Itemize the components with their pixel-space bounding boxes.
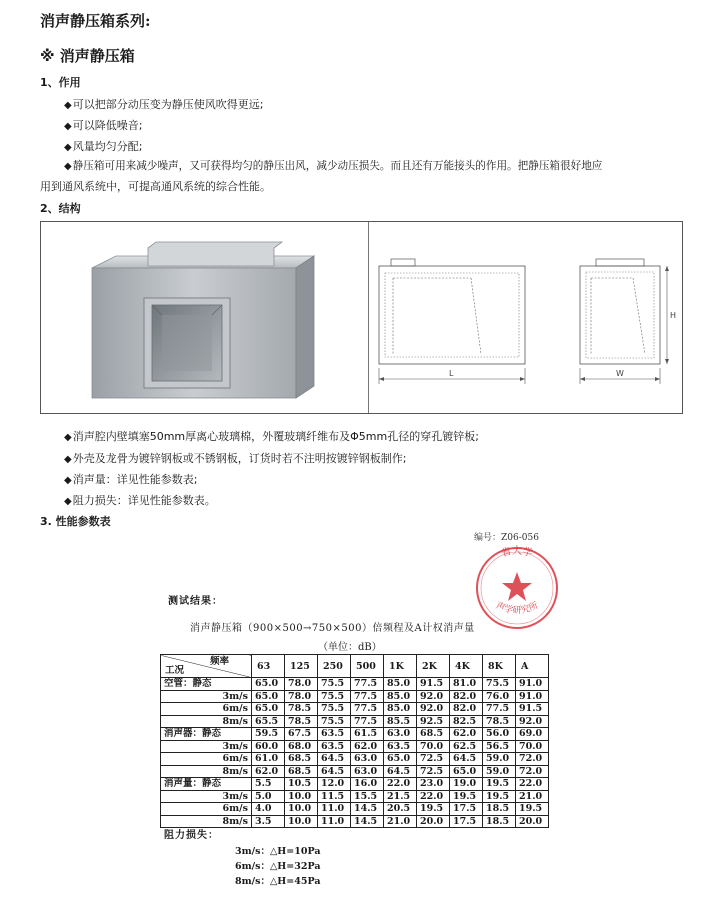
table-cell: 78.5	[285, 715, 318, 728]
table-unit: （单位：dB）	[318, 642, 382, 653]
table-cell: 63.5	[318, 728, 351, 741]
table-cell: 15.5	[351, 790, 384, 803]
table-cell: 61.5	[351, 728, 384, 741]
table-cell: 65.0	[450, 765, 483, 778]
table-cell: 65.0	[252, 703, 285, 716]
bullet-diamond-icon: ◆	[64, 142, 72, 153]
table-cell: 10.0	[285, 815, 318, 828]
document-code: 编号：Z06-056	[474, 533, 539, 543]
table-cell: 19.5	[516, 803, 549, 816]
table-cell: 75.5	[483, 678, 516, 691]
table-cell: 20.0	[417, 815, 450, 828]
table-cell: 23.0	[417, 778, 450, 791]
row-condition-label: 3m/s	[161, 690, 252, 703]
width-label: W	[616, 369, 624, 378]
table-row	[161, 678, 549, 691]
table-corner-cell	[161, 655, 252, 678]
table-cell: 16.0	[351, 778, 384, 791]
structure-item-4-text: 阻力损失：详见性能参数表。	[72, 494, 216, 507]
function-item-4	[64, 158, 602, 173]
col-header: 2K	[417, 655, 450, 678]
structure-item-4	[64, 492, 216, 508]
table-cell: 72.0	[516, 753, 549, 766]
table-row	[161, 778, 549, 791]
section1-heading: 1、作用	[40, 76, 81, 89]
table-row	[161, 703, 549, 716]
row-condition-label: 6m/s	[161, 753, 252, 766]
attenuation-table	[160, 654, 549, 828]
function-item-4-continuation: 用到通风系统中，可提高通风系统的综合性能。	[40, 180, 271, 193]
row-condition-label: 8m/s	[161, 715, 252, 728]
table-cell: 78.0	[285, 690, 318, 703]
table-cell: 19.5	[483, 790, 516, 803]
table-cell: 75.5	[318, 703, 351, 716]
resistance-line: 6m/s：△H=32Pa	[235, 861, 321, 872]
table-cell: 61.0	[252, 753, 285, 766]
table-cell: 63.0	[351, 753, 384, 766]
bullet-diamond-icon: ◆	[64, 161, 72, 172]
col-header: A	[516, 655, 549, 678]
table-row	[161, 690, 549, 703]
table-cell: 72.5	[417, 765, 450, 778]
resistance-line: 3m/s：△H=10Pa	[235, 846, 321, 857]
table-cell: 65.5	[252, 715, 285, 728]
section3-heading: 3. 性能参数表	[40, 515, 111, 528]
table-cell: 63.0	[351, 765, 384, 778]
row-condition-label: 6m/s	[161, 703, 252, 716]
table-cell: 18.5	[483, 815, 516, 828]
table-cell: 64.5	[384, 765, 417, 778]
function-item-2-text: 可以降低噪音;	[72, 119, 143, 132]
table-cell: 59.5	[252, 728, 285, 741]
table-cell: 68.0	[285, 740, 318, 753]
test-results-heading: 测试结果：	[168, 596, 223, 607]
table-cell: 67.5	[285, 728, 318, 741]
table-cell: 21.0	[384, 815, 417, 828]
function-item-3-text: 风量均匀分配;	[72, 140, 143, 153]
resistance-line: 8m/s：△H=45Pa	[235, 876, 321, 887]
table-cell: 22.0	[417, 790, 450, 803]
table-cell: 17.5	[450, 815, 483, 828]
table-cell: 85.0	[384, 678, 417, 691]
table-cell: 78.5	[285, 703, 318, 716]
table-cell: 11.5	[318, 790, 351, 803]
table-cell: 91.5	[417, 678, 450, 691]
product-title: ※ 消声静压箱	[40, 47, 135, 65]
col-header: 500	[351, 655, 384, 678]
table-cell: 78.0	[285, 678, 318, 691]
table-cell: 12.0	[318, 778, 351, 791]
corner-frequency-label: 频率	[209, 656, 229, 667]
row-condition-label: 3m/s	[161, 790, 252, 803]
dimension-drawings	[371, 226, 681, 411]
figure-divider	[368, 222, 369, 413]
table-cell: 91.0	[516, 678, 549, 691]
bullet-diamond-icon: ◆	[64, 100, 72, 111]
table-cell: 11.0	[318, 803, 351, 816]
seal-text-bottom: 声学研究所	[494, 601, 540, 616]
table-cell: 63.0	[384, 728, 417, 741]
col-header: 63	[252, 655, 285, 678]
table-cell: 20.5	[384, 803, 417, 816]
table-cell: 82.5	[450, 715, 483, 728]
structure-item-1-text: 消声腔内壁填塞50mm厚离心玻璃棉，外覆玻璃纤维布及Φ5mm孔径的穿孔镀锌板;	[72, 430, 479, 443]
table-caption: 消声静压箱（900×500→750×500）倍频程及A计权消声量	[190, 623, 475, 634]
function-item-2	[64, 117, 142, 133]
table-cell: 22.0	[516, 778, 549, 791]
table-cell: 63.5	[384, 740, 417, 753]
table-cell: 78.5	[483, 715, 516, 728]
table-cell: 92.0	[516, 715, 549, 728]
function-item-4-text: 静压箱可用来减少噪声，又可获得均匀的静压出风，减少动压损失。而且还有万能接头的作用。把静压箱很好地应	[72, 160, 603, 172]
table-cell: 10.0	[285, 803, 318, 816]
table-cell: 82.0	[450, 703, 483, 716]
table-cell: 60.0	[252, 740, 285, 753]
static-box-photo	[86, 240, 316, 400]
resistance-heading: 阻力损失：	[164, 830, 219, 841]
series-title: 消声静压箱系列:	[40, 12, 151, 30]
table-cell: 22.0	[384, 778, 417, 791]
row-condition-label: 3m/s	[161, 740, 252, 753]
table-cell: 19.5	[483, 778, 516, 791]
table-cell: 64.5	[318, 753, 351, 766]
table-cell: 75.5	[318, 690, 351, 703]
table-cell: 92.5	[417, 715, 450, 728]
row-condition-label: 8m/s	[161, 765, 252, 778]
table-header-row	[161, 655, 549, 678]
institute-seal	[452, 536, 582, 631]
table-cell: 72.0	[516, 765, 549, 778]
table-cell: 21.0	[516, 790, 549, 803]
table-cell: 68.5	[417, 728, 450, 741]
structure-item-2	[64, 450, 406, 466]
table-cell: 19.0	[450, 778, 483, 791]
table-cell: 18.5	[483, 803, 516, 816]
col-header: 250	[318, 655, 351, 678]
table-cell: 14.5	[351, 815, 384, 828]
table-cell: 56.5	[483, 740, 516, 753]
bullet-diamond-icon: ◆	[64, 121, 72, 132]
table-cell: 82.0	[450, 690, 483, 703]
table-cell: 59.0	[483, 753, 516, 766]
col-header: 4K	[450, 655, 483, 678]
table-row	[161, 753, 549, 766]
table-cell: 63.5	[318, 740, 351, 753]
table-cell: 68.5	[285, 753, 318, 766]
table-cell: 68.5	[285, 765, 318, 778]
bullet-diamond-icon: ◆	[64, 432, 72, 443]
table-row	[161, 715, 549, 728]
row-condition-label: 空管：静态	[161, 678, 252, 691]
bullet-diamond-icon: ◆	[64, 454, 72, 465]
function-item-1	[64, 96, 263, 112]
row-condition-label: 6m/s	[161, 803, 252, 816]
function-item-3	[64, 138, 142, 154]
structure-item-2-text: 外壳及龙骨为镀锌钢板或不锈钢板，订货时若不注明按镀锌钢板制作;	[72, 452, 407, 465]
table-cell: 91.5	[516, 703, 549, 716]
function-item-1-text: 可以把部分动压变为静压使风吹得更远;	[72, 98, 264, 111]
table-cell: 62.0	[351, 740, 384, 753]
table-cell: 92.0	[417, 690, 450, 703]
table-cell: 62.5	[450, 740, 483, 753]
table-cell: 77.5	[351, 678, 384, 691]
table-cell: 64.5	[318, 765, 351, 778]
table-cell: 65.0	[384, 753, 417, 766]
table-cell: 77.5	[483, 703, 516, 716]
corner-condition-label: 工况	[165, 665, 185, 676]
table-cell: 65.0	[252, 678, 285, 691]
table-cell: 69.0	[516, 728, 549, 741]
col-header: 125	[285, 655, 318, 678]
table-cell: 77.5	[351, 690, 384, 703]
structure-item-1	[64, 428, 479, 444]
table-cell: 77.5	[351, 703, 384, 716]
table-cell: 5.5	[252, 778, 285, 791]
table-cell: 17.5	[450, 803, 483, 816]
table-cell: 19.5	[417, 803, 450, 816]
table-cell: 5.0	[252, 790, 285, 803]
structure-item-3	[64, 471, 197, 487]
table-cell: 85.0	[384, 690, 417, 703]
row-condition-label: 8m/s	[161, 815, 252, 828]
table-cell: 11.0	[318, 815, 351, 828]
table-cell: 3.5	[252, 815, 285, 828]
table-cell: 62.0	[252, 765, 285, 778]
table-cell: 85.5	[384, 715, 417, 728]
table-cell: 70.0	[417, 740, 450, 753]
table-cell: 10.5	[285, 778, 318, 791]
table-cell: 81.0	[450, 678, 483, 691]
col-header: 1K	[384, 655, 417, 678]
table-row	[161, 803, 549, 816]
table-cell: 21.5	[384, 790, 417, 803]
table-cell: 91.0	[516, 690, 549, 703]
section2-heading: 2、结构	[40, 202, 81, 215]
table-cell: 19.5	[450, 790, 483, 803]
table-body	[161, 678, 549, 828]
row-condition-label: 消声量：静态	[161, 778, 252, 791]
table-cell: 70.0	[516, 740, 549, 753]
length-label: L	[449, 369, 454, 378]
table-cell: 10.0	[285, 790, 318, 803]
table-cell: 56.0	[483, 728, 516, 741]
table-cell: 76.0	[483, 690, 516, 703]
table-cell: 64.5	[450, 753, 483, 766]
structure-item-3-text: 消声量：详见性能参数表;	[72, 473, 198, 486]
height-label: H	[670, 311, 677, 320]
col-header: 8K	[483, 655, 516, 678]
bullet-diamond-icon: ◆	[64, 475, 72, 486]
table-cell: 62.0	[450, 728, 483, 741]
table-cell: 75.5	[318, 715, 351, 728]
table-row	[161, 790, 549, 803]
table-cell: 65.0	[252, 690, 285, 703]
table-row	[161, 728, 549, 741]
table-cell: 92.0	[417, 703, 450, 716]
table-cell: 85.0	[384, 703, 417, 716]
table-cell: 77.5	[351, 715, 384, 728]
table-cell: 4.0	[252, 803, 285, 816]
table-cell: 72.5	[417, 753, 450, 766]
row-condition-label: 消声器：静态	[161, 728, 252, 741]
structure-figure	[40, 221, 683, 414]
seal-text-top: 省大学	[500, 546, 534, 560]
table-cell: 75.5	[318, 678, 351, 691]
bullet-diamond-icon: ◆	[64, 496, 72, 507]
table-cell: 59.0	[483, 765, 516, 778]
table-row	[161, 765, 549, 778]
table-row	[161, 740, 549, 753]
table-cell: 14.5	[351, 803, 384, 816]
table-cell: 20.0	[516, 815, 549, 828]
